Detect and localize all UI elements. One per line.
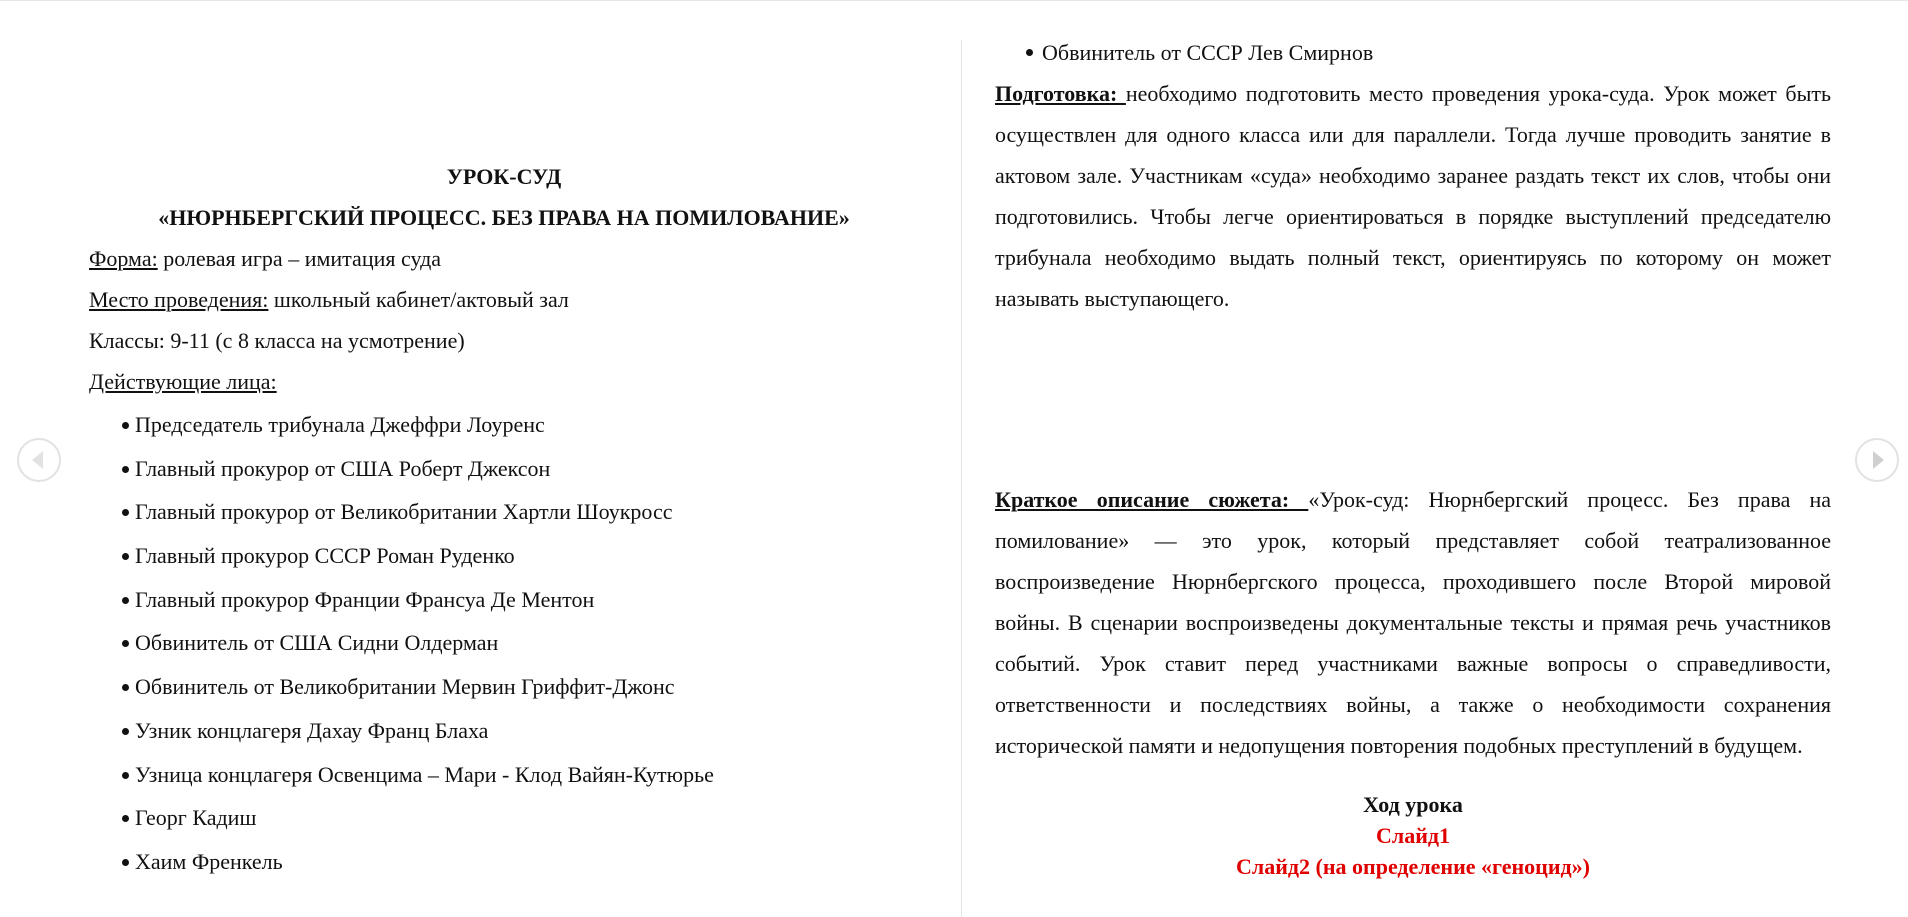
- place-line: [89, 279, 919, 320]
- slide-2-label: Слайд2 (на определение «геноцид»): [1236, 854, 1590, 879]
- form-line: [89, 238, 919, 279]
- preparation-text: необходимо подготовить место проведения урока-суда. Урок может быть осуществлен для одного класса или для параллели. Тогда лучше проводить занятие в актовом зале. Участникам «суда» необходимо заранее раздать текст их слов, чтобы они подготовились. Чтобы легче ориентироваться в порядке выступлений председателю трибунала необходимо выдать полный текст, ориентируясь по которому он может называть выступающего.: [995, 81, 1832, 311]
- list-item: [89, 796, 919, 840]
- summary-label: Краткое описание сюжета:: [995, 487, 1309, 512]
- summary-text: «Урок-суд: Нюрнбергский процесс. Без права на помилование» — это урок, который представляет собой театрализованное воспроизведение Нюрнбергского процесса, проходившего после Второй мировой войны. В сценарии воспроизведены документальные тексты и прямая речь участников событий. Урок ставит перед участниками важные вопросы о справедливости, ответственности и последствиях войны, а также о необходимости сохранения исторической памяти и недопущения повторения подобных преступлений в будущем.: [995, 487, 1831, 758]
- document-subtitle: «НЮРНБЕРГСКИЙ ПРОЦЕСС. БЕЗ ПРАВА НА ПОМИЛОВАНИЕ»: [158, 205, 850, 230]
- bullet-icon: [122, 597, 129, 604]
- list-item: [89, 447, 919, 491]
- chevron-right-icon: [1857, 440, 1897, 480]
- left-page: [89, 0, 919, 884]
- list-item: [89, 709, 919, 753]
- list-item-text: Георг Кадиш: [135, 805, 257, 831]
- list-item-text: Главный прокурор СССР Роман Руденко: [135, 543, 515, 569]
- bullet-icon: [122, 728, 129, 735]
- chevron-left-icon: [19, 440, 59, 480]
- preparation-paragraph: [995, 73, 1831, 319]
- list-item-text: Главный прокурор от Великобритании Хартли Шоукросс: [135, 499, 673, 525]
- next-page-button[interactable]: [1855, 438, 1899, 482]
- slide-1-label: Слайд1: [1375, 823, 1451, 848]
- list-item: [995, 32, 1831, 73]
- list-item-text: Обвинитель от Великобритании Мервин Гриффит-Джонс: [135, 674, 675, 700]
- list-item-text: Обвинитель от СССР Лев Смирнов: [1042, 40, 1374, 65]
- bullet-icon: [122, 772, 129, 779]
- page-divider: [961, 40, 962, 917]
- document-title: УРОК-СУД: [446, 164, 562, 189]
- lesson-heading: Ход урока: [1363, 792, 1463, 817]
- preparation-label: Подготовка:: [995, 81, 1126, 106]
- place-label: Место проведения:: [89, 287, 269, 312]
- list-item-text: Узник концлагеря Дахау Франц Блаха: [135, 717, 489, 743]
- list-item-text: Председатель трибунала Джеффри Лоуренс: [135, 412, 545, 437]
- list-item-text: Обвинитель от США Сидни Олдерман: [135, 630, 499, 656]
- form-label: Форма:: [89, 246, 158, 271]
- right-page: [995, 0, 1831, 882]
- characters-line: [89, 361, 919, 402]
- bullet-icon: [1026, 49, 1033, 56]
- list-item-text: Хаим Френкель: [135, 848, 283, 874]
- bullet-icon: [122, 553, 129, 560]
- list-item: [89, 840, 919, 884]
- previous-page-button[interactable]: [17, 438, 61, 482]
- list-item-text: Главный прокурор Франции Франсуа Де Ментон: [135, 586, 595, 612]
- bullet-icon: [122, 815, 129, 822]
- characters-label: Действующие лица:: [89, 369, 277, 394]
- list-item-text: Главный прокурор от США Роберт Джексон: [135, 455, 551, 481]
- summary-paragraph: [995, 479, 1831, 766]
- continued-list: [995, 32, 1831, 73]
- characters-list: [89, 403, 919, 884]
- list-item: [89, 621, 919, 665]
- list-item: [89, 665, 919, 709]
- bullet-icon: [122, 859, 129, 866]
- list-item: [89, 753, 919, 797]
- bullet-icon: [122, 684, 129, 691]
- bullet-icon: [122, 422, 129, 429]
- list-item: [89, 578, 919, 622]
- list-item: [89, 534, 919, 578]
- list-item: [89, 403, 919, 447]
- list-item-text: Узница концлагеря Освенцима – Мари - Клод Вайян-Кутюрье: [135, 761, 714, 787]
- classes-line: Классы: 9-11 (с 8 класса на усмотрение): [89, 328, 465, 353]
- bullet-icon: [122, 466, 129, 473]
- form-value: ролевая игра – имитация суда: [157, 246, 442, 271]
- place-value: школьный кабинет/актовый зал: [268, 287, 569, 312]
- list-item: [89, 490, 919, 534]
- bullet-icon: [122, 509, 129, 516]
- bullet-icon: [122, 640, 129, 647]
